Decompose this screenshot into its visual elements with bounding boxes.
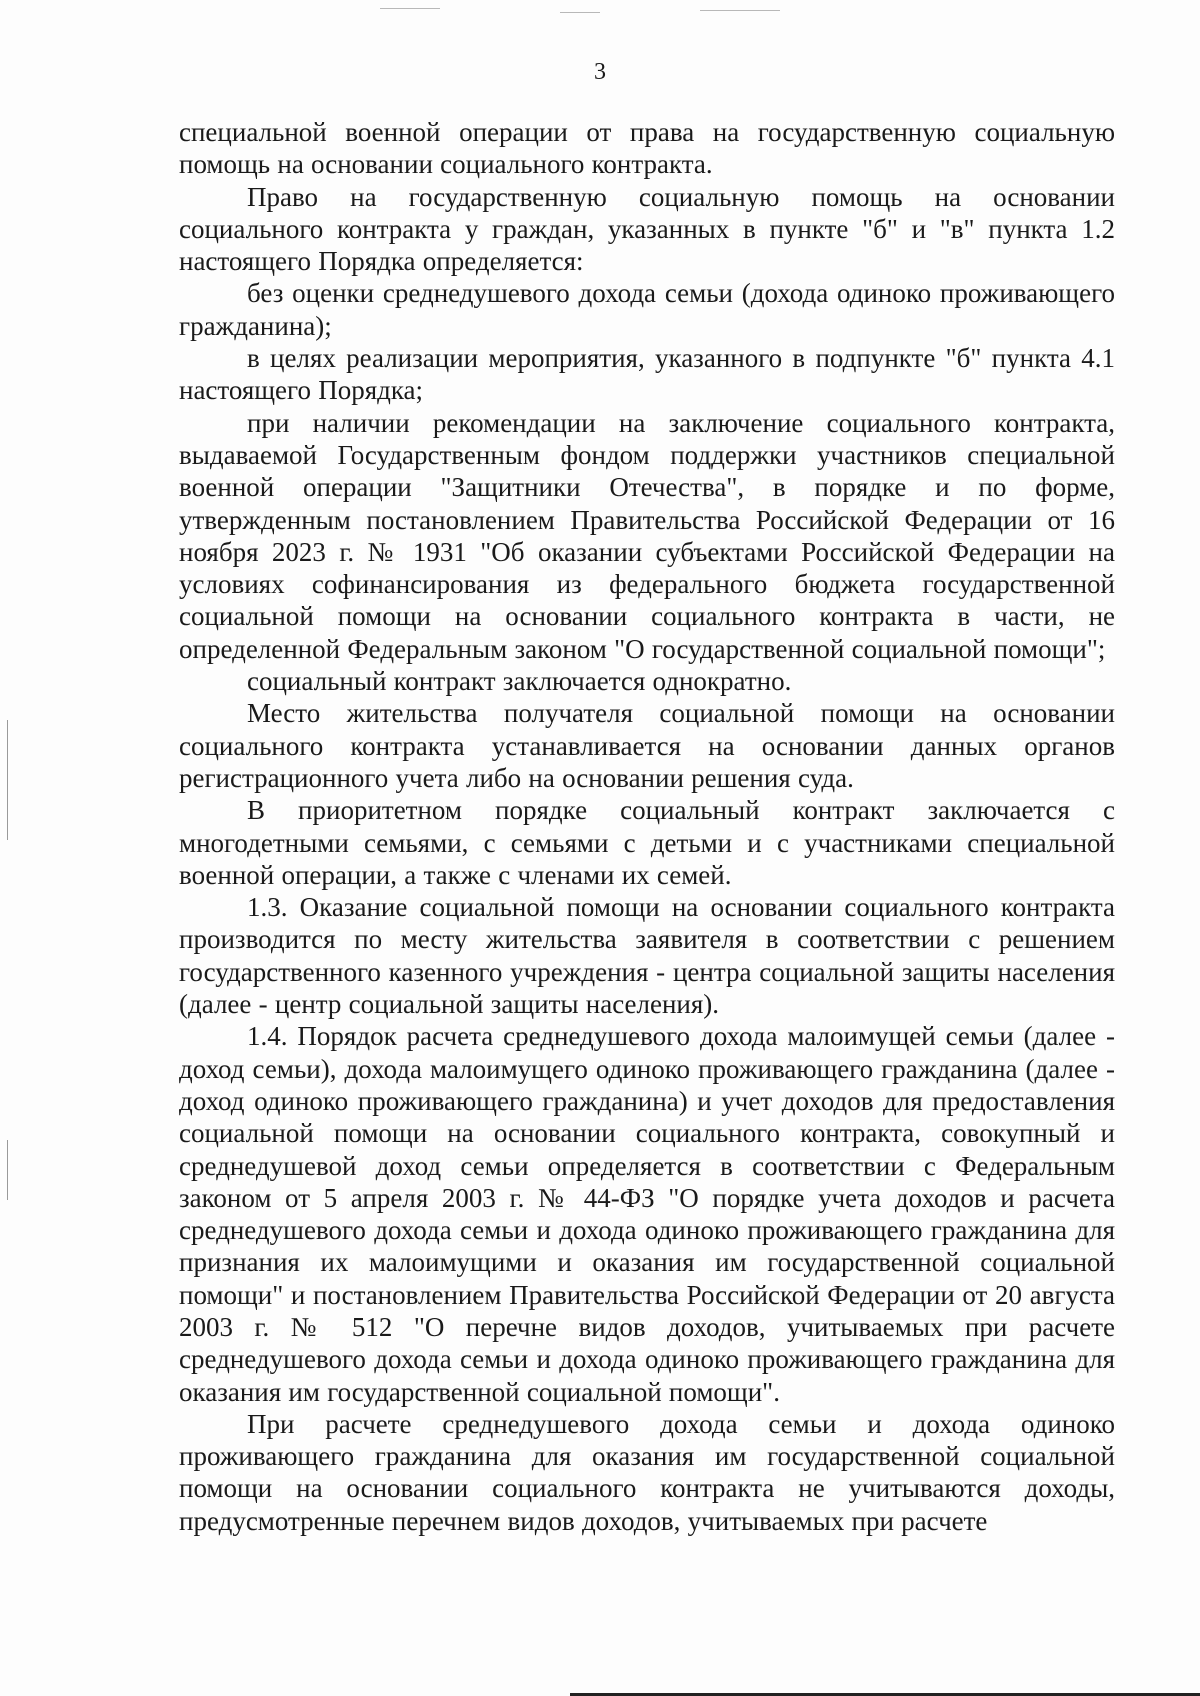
document-body [179,116,1115,1537]
scan-speck [380,8,440,9]
scan-margin-mark [7,1140,8,1200]
paragraph: в целях реализации мероприятия, указанного в подпункте "б" пункта 4.1 настоящего Порядка; [179,343,1115,406]
paragraph: социальный контракт заключается однократно. [247,666,792,697]
paragraph: Место жительства получателя социальной помощи на основании социального контракта устанавливается на основании данных органов регистрационного учета либо на основании решения суда. [179,698,1115,793]
paragraph: специальной военной операции от права на государственную социальную помощь на основании социального контракта. [179,117,1115,180]
scan-margin-mark [7,720,8,840]
paragraph: 1.3. Оказание социальной помощи на основании социального контракта производится по месту жительства заявителя в соответствии с решением государственного казенного учреждения - центра социальной защиты населения (далее - центр социальной защиты населения). [179,892,1115,1020]
scan-speck [700,10,780,11]
page-number: 3 [594,59,606,85]
scan-speck [560,12,600,13]
paragraph: Право на государственную социальную помощь на основании социального контракта у граждан, указанных в пункте "б" и "в" пункта 1.2 настоящего Порядка определяется: [179,181,1115,277]
paragraph: При расчете среднедушевого дохода семьи и дохода одиноко проживающего гражданина для оказания им государственной социальной помощи на основании социального контракта не учитываются доходы, предусмотренные перечнем видов доходов, учитываемых при расчете [179,1408,1115,1536]
paragraph: В приоритетном порядке социальный контракт заключается с многодетными семьями, с семьями с детьми и с участниками специальной военной операции, а также с членами их семей. [179,795,1115,890]
paragraph: при наличии рекомендации на заключение социального контракта, выдаваемой Государственным фондом поддержки участников специальной военной операции "Защитники Отечества", в порядке и по форме, утвержденным постановлением Правительства Российской Федерации от 16 ноября 2023 г. № 1931 "Об оказании субъектами Российской Федерации на условиях софинансирования из федерального бюджета государственной социальной помощи на основании социального контракта в части, не определенной Федеральным законом "О государственной социальной помощи"; [179,407,1115,664]
paragraph: 1.4. Порядок расчета среднедушевого дохода малоимущей семьи (далее - доход семьи), дохода малоимущего одиноко проживающего гражданина (далее - доход одиноко проживающего гражданина) и учет доходов для предоставления социальной помощи на основании социального контракта, совокупный и среднедушевой доход семьи определяется в соответствии с Федеральным законом от 5 апреля 2003 г. № 44-ФЗ "О порядке учета доходов и расчета среднедушевого дохода семьи и дохода одиноко проживающего гражданина для признания их малоимущими и оказания им государственной социальной помощи" и постановлением Правительства Российской Федерации от 20 августа 2003 г. № 512 "О перечне видов доходов, учитываемых при расчете среднедушевого дохода семьи и дохода одиноко проживающего гражданина для оказания им государственной социальной помощи". [179,1021,1115,1407]
paragraph: без оценки среднедушевого дохода семьи (дохода одиноко проживающего гражданина); [179,278,1115,341]
